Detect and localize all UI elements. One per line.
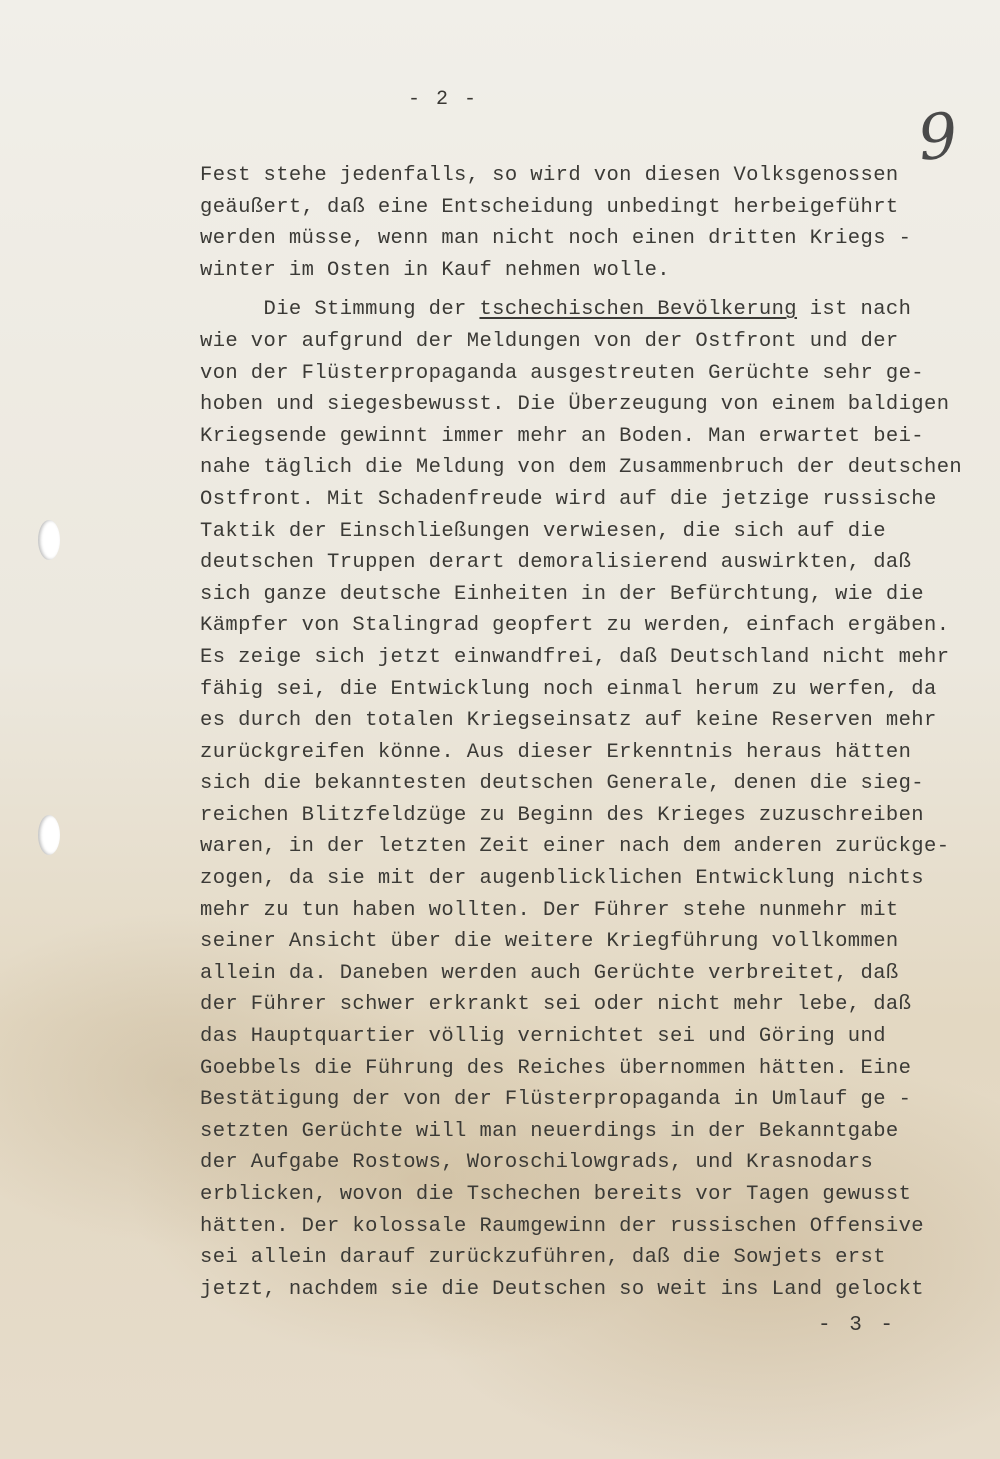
underlined-term: tschechischen Bevölkerung (479, 298, 798, 322)
text-line: Taktik der Einschließungen verwiesen, die sich auf die (200, 519, 886, 543)
punch-hole (38, 815, 60, 855)
text-line: mehr zu tun haben wollten. Der Führer stehe nunmehr mit (200, 898, 899, 922)
text-line: das Hauptquartier völlig vernichtet sei und Göring und (200, 1025, 886, 1049)
text-line: winter im Osten in Kauf nehmen wolle. (200, 258, 670, 282)
text-line: Kriegsende gewinnt immer mehr an Boden. Man erwartet bei- (200, 424, 925, 448)
text-line: Es zeige sich jetzt einwandfrei, daß Deutschland nicht mehr (200, 645, 950, 669)
folio-mark: 9 (914, 98, 962, 175)
text-line: jetzt, nachdem sie die Deutschen so weit ins Land gelockt (200, 1277, 925, 1301)
text-segment: ist nach (797, 298, 912, 322)
text-line: deutschen Truppen derart demoralisierend auswirkten, daß (200, 551, 912, 575)
text-line: von der Flüsterpropaganda ausgestreuten Gerüchte sehr ge- (200, 361, 925, 385)
text-line: seiner Ansicht über die weitere Kriegführung vollkommen (200, 930, 899, 954)
text-line: Fest stehe jedenfalls, so wird von diesen Volksgenossen (200, 164, 899, 187)
text-line: setzten Gerüchte will man neuerdings in der Bekanntgabe (200, 1119, 899, 1143)
paragraph-start-line (200, 294, 960, 326)
text-line: hoben und siegesbewusst. Die Überzeugung von einem baldigen (200, 393, 950, 417)
typewritten-body (200, 160, 963, 1305)
text-line: Goebbels die Führung des Reiches übernommen hätten. Eine (200, 1056, 912, 1080)
text-line: geäußert, daß eine Entscheidung unbedingt herbeigeführt (200, 195, 899, 219)
text-line: fähig sei, die Entwicklung noch einmal herum zu werfen, da (200, 677, 937, 701)
text-line: allein da. Daneben werden auch Gerüchte verbreitet, daß (200, 961, 899, 985)
text-line: sich die bekanntesten deutschen Generale, denen die sieg- (200, 772, 925, 796)
text-line: der Aufgabe Rostows, Woroschilowgrads, und Krasnodars (200, 1151, 874, 1175)
text-segment: Die Stimmung der (200, 298, 480, 322)
text-line: sich ganze deutsche Einheiten in der Befürchtung, wie die (200, 582, 925, 606)
text-line: hätten. Der kolossale Raumgewinn der russischen Offensive (200, 1214, 925, 1238)
text-line: Ostfront. Mit Schadenfreude wird auf die jetzige russische (200, 487, 937, 511)
text-line: reichen Blitzfeldzüge zu Beginn des Krieges zuzuschreiben (200, 803, 925, 827)
text-line: werden müsse, wenn man nicht noch einen dritten Kriegs - (200, 227, 912, 251)
next-page-marker: - 3 - (818, 1314, 897, 1337)
punch-hole (38, 520, 60, 560)
text-line: erblicken, wovon die Tschechen bereits vor Tagen gewusst (200, 1183, 912, 1206)
text-line: zogen, da sie mit der augenblicklichen Entwicklung nichts (200, 867, 925, 891)
text-line: Bestätigung der von der Flüsterpropaganda in Umlauf ge - (200, 1088, 912, 1112)
text-line: nahe täglich die Meldung von dem Zusammenbruch der deutschen (200, 456, 963, 480)
text-line: sei allein darauf zurückzuführen, daß die Sowjets erst (200, 1246, 886, 1270)
text-line: zurückgreifen könne. Aus dieser Erkenntnis heraus hätten (200, 740, 912, 764)
page-number: - 2 - (408, 88, 479, 111)
text-line: wie vor aufgrund der Meldungen von der Ostfront und der (200, 329, 899, 353)
text-line: Kämpfer von Stalingrad geopfert zu werden, einfach ergäben. (200, 614, 950, 638)
text-line: es durch den totalen Kriegseinsatz auf keine Reserven mehr (200, 709, 937, 733)
text-line: der Führer schwer erkrankt sei oder nicht mehr lebe, daß (200, 993, 912, 1017)
text-line: waren, in der letzten Zeit einer nach dem anderen zurückge- (200, 835, 950, 859)
